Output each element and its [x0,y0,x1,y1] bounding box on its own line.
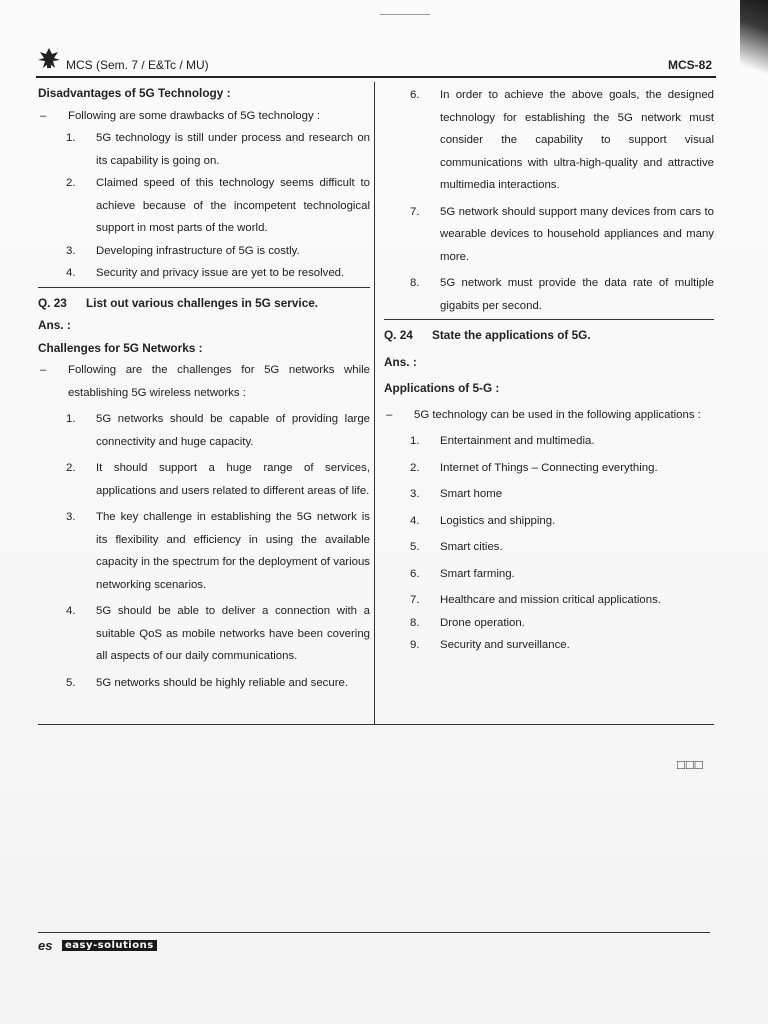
question-23: Q. 23 List out various challenges in 5G service. [38,295,319,310]
list-item: 4. Security and privacy issue are yet to be resolved. [66,267,345,279]
left-column [38,82,370,694]
chapter-end-mark: □□□ [677,757,704,772]
page-header [36,44,714,80]
list-item: 4. Logistics and shipping. [410,514,556,527]
list-item: 3. The key challenge in establishing the 5G network is its flexibility and efficiency in using the available capacity in the spectrum for the deployment of various networking scenarios. [66,511,370,591]
list-item: 1. Entertainment and multimedia. [410,435,595,447]
list-item: 8. 5G network must provide the data rate of multiple gigabits per second. [410,277,714,312]
applications-heading: Applications of 5-G : [384,381,500,395]
list-item: 2. Claimed speed of this technology seems difficult to achieve because of the incompetent technological support in most parts of the world. [66,177,370,234]
list-item: 6. In order to achieve the above goals, the designed technology for establishing the 5G network must consider the capability to support visual communications with ultra-high-quality and attractive multimedia interactions. [410,89,714,191]
answer-label: Ans. : [384,354,417,369]
header-page-number: MCS-82 [667,58,712,72]
right-column [384,84,714,657]
disadvantages-intro: – Following are some drawbacks of 5G technology : [38,105,370,128]
list-item: 7. Healthcare and mission critical applications. [410,594,661,606]
publisher-logo-icon [36,46,62,70]
footer-brand: easy-solutions [62,940,157,951]
list-item: 3. Developing infrastructure of 5G is costly. [66,244,300,257]
top-mark [380,14,430,15]
answer-label: Ans. : [38,318,71,332]
dash-bullet: – [40,364,47,376]
footer-rule [38,932,710,933]
applications-intro: – 5G technology can be used in the following applications : [384,404,714,427]
list-item: 4. 5G should be able to deliver a connection with a suitable QoS as mobile networks have been covering all aspects of our daily communications. [66,605,370,662]
list-item: 3. Smart home [410,488,503,500]
question-24: Q. 24 State the applications of 5G. [384,328,591,342]
footer-logo: es [38,938,53,953]
dash-bullet: – [40,109,47,122]
list-item: 2. It should support a huge range of services, applications and users related to different areas of life. [66,462,370,497]
list-item: 5. 5G networks should be highly reliable and secure. [66,676,349,689]
dash-bullet: – [386,408,393,421]
list-item: 2. Internet of Things – Connecting everything. [410,461,658,474]
header-rule [36,76,716,78]
challenges-intro: – Following are the challenges for 5G networks while establishing 5G wireless networks : [38,359,370,404]
list-item: 6. Smart farming. [410,567,515,580]
list-item: 1. 5G networks should be capable of providing large connectivity and huge capacity. [66,413,370,448]
header-book-title: MCS (Sem. 7 / E&Tc / MU) [66,58,209,72]
content-bottom-rule [38,724,714,725]
list-item: 5. Smart cities. [410,541,503,553]
list-item: 9. Security and surveillance. [410,639,570,651]
list-item: 1. 5G technology is still under process and research on its capability is going on. [66,132,370,167]
list-item: 8. Drone operation. [410,616,525,629]
disadvantages-heading: Disadvantages of 5G Technology : [38,86,231,100]
section-rule [384,319,714,320]
column-divider [374,82,375,724]
list-item: 7. 5G network should support many devices from cars to wearable devices to household appliances and many more. [410,205,714,263]
section-rule [38,287,370,288]
challenges-heading: Challenges for 5G Networks : [38,340,203,355]
page-corner-shadow [740,0,768,90]
